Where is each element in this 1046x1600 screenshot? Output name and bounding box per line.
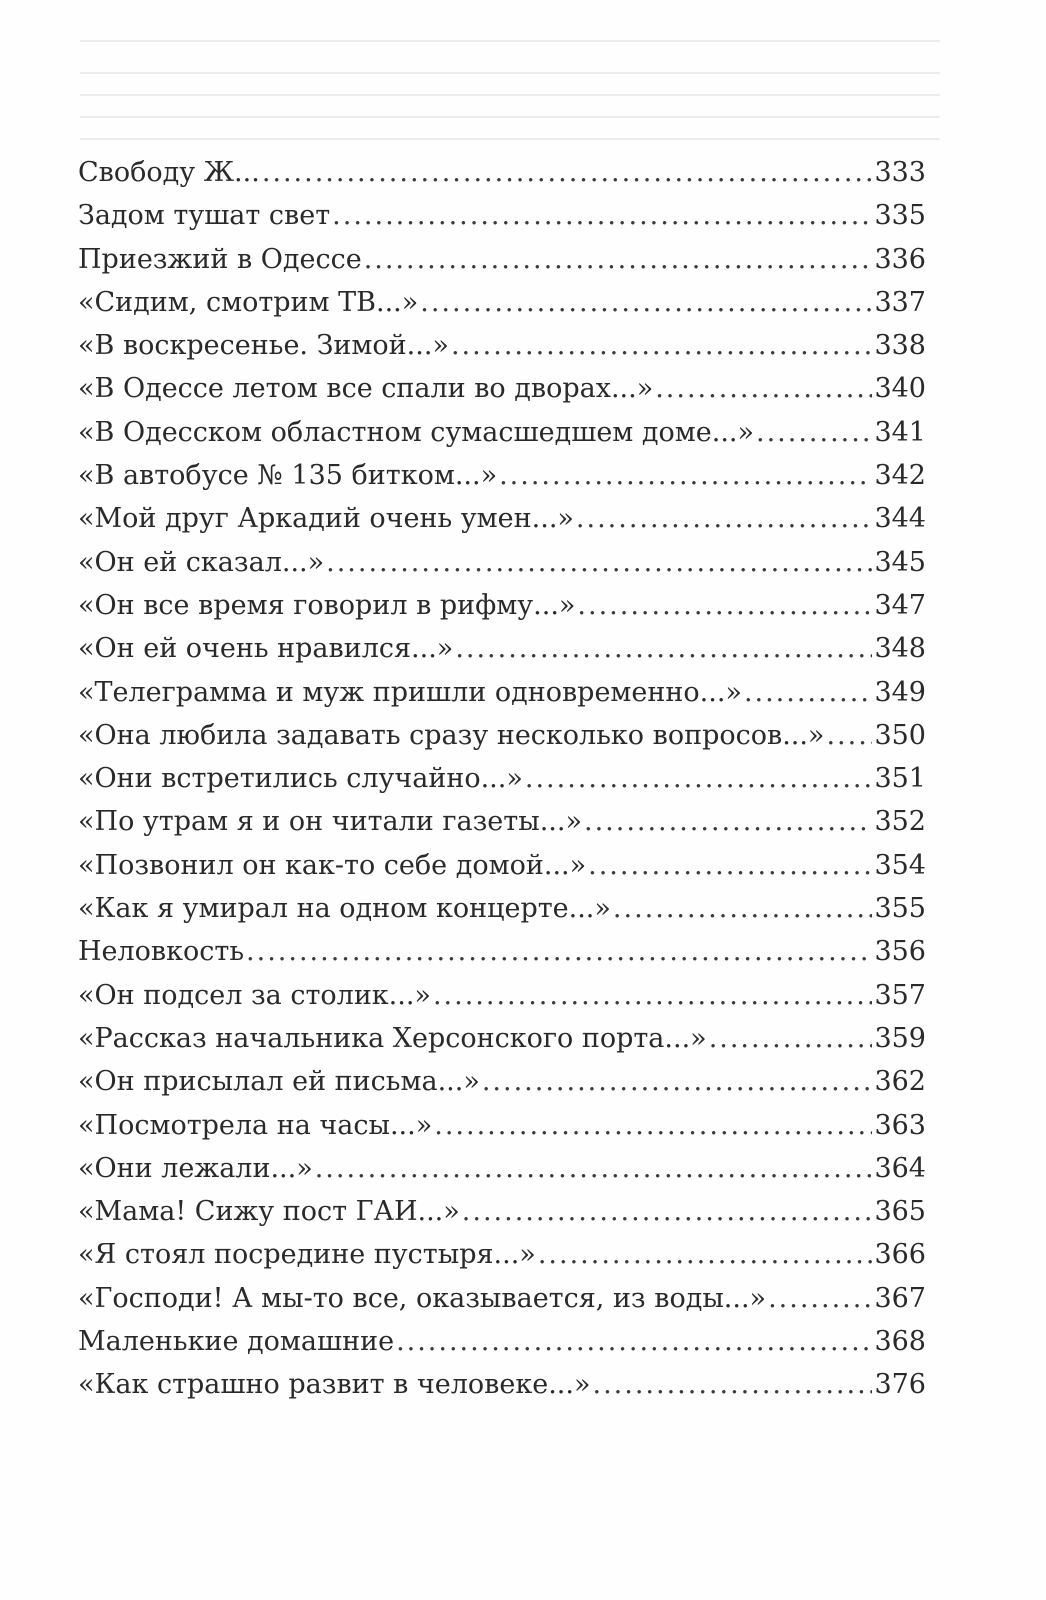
toc-entry-title: «В Одессе летом все спали во дворах...» xyxy=(78,373,654,405)
toc-entry-page: 351 xyxy=(874,763,926,795)
toc-entry-title: «Он ей очень нравился...» xyxy=(78,633,454,665)
toc-entry xyxy=(78,1283,926,1326)
toc-entry-page: 341 xyxy=(874,416,926,448)
toc-entry-title: «Они лежали...» xyxy=(78,1152,313,1184)
dot-leader xyxy=(326,547,872,578)
toc-entry-page: 335 xyxy=(874,200,926,232)
toc-entry-page: 363 xyxy=(874,1109,926,1141)
toc-entry-page: 364 xyxy=(874,1152,926,1184)
toc-entry-title: «По утрам я и он читали газеты...» xyxy=(78,806,582,838)
dot-leader xyxy=(593,1369,873,1400)
toc-entry-title: «Он подсел за столик...» xyxy=(78,979,431,1011)
toc-entry-title: Свободу Ж... xyxy=(78,157,260,188)
dot-leader xyxy=(462,1196,873,1227)
table-of-contents xyxy=(78,157,926,1413)
dot-leader xyxy=(576,503,873,534)
dot-leader xyxy=(613,893,873,924)
dot-leader xyxy=(332,200,872,231)
dot-leader xyxy=(538,1239,873,1270)
toc-entry xyxy=(78,460,926,503)
dot-leader xyxy=(768,1283,872,1314)
toc-entry-page: 337 xyxy=(874,286,926,318)
toc-entry-title: «Позвонил он как-то себе домой...» xyxy=(78,849,587,881)
toc-entry xyxy=(78,893,926,936)
dot-leader xyxy=(433,980,873,1011)
toc-entry-title: «Телеграмма и муж пришли одновременно...» xyxy=(78,676,742,708)
toc-entry xyxy=(78,590,926,633)
toc-entry-title: «Я стоял посредине пустыря...» xyxy=(78,1239,536,1271)
dot-leader xyxy=(756,417,872,448)
toc-entry-page: 359 xyxy=(874,1022,926,1054)
toc-entry-page: 352 xyxy=(874,806,926,838)
bleed-through-line xyxy=(80,94,940,96)
toc-entry-title: «Сидим, смотрим ТВ...» xyxy=(78,286,419,318)
toc-entry xyxy=(78,677,926,720)
dot-leader xyxy=(434,1110,872,1141)
toc-entry-title: Неловкость xyxy=(78,936,245,968)
toc-entry-title: Приезжий в Одессе xyxy=(78,243,362,275)
dot-leader xyxy=(262,157,873,188)
dot-leader xyxy=(420,287,872,318)
toc-entry-page: 350 xyxy=(874,719,926,751)
dot-leader xyxy=(396,1326,872,1357)
dot-leader xyxy=(709,1023,873,1054)
toc-entry xyxy=(78,547,926,590)
dot-leader xyxy=(826,720,872,751)
dot-leader xyxy=(482,1066,873,1097)
toc-entry-page: 356 xyxy=(874,936,926,968)
toc-entry-title: «Он все время говорил в рифму...» xyxy=(78,589,576,621)
toc-entry xyxy=(78,806,926,849)
toc-entry xyxy=(78,1196,926,1239)
toc-entry-title: «Он ей сказал...» xyxy=(78,546,325,578)
bleed-through-line xyxy=(80,138,940,140)
toc-entry xyxy=(78,287,926,330)
toc-entry xyxy=(78,503,926,546)
toc-entry-page: 349 xyxy=(874,676,926,708)
toc-entry xyxy=(78,1326,926,1369)
toc-entry-page: 362 xyxy=(874,1066,926,1098)
toc-entry-title: «В автобусе № 135 битком...» xyxy=(78,460,498,492)
toc-entry-page: 336 xyxy=(874,243,926,275)
toc-entry-title: «Господи! А мы-то все, оказывается, из воды...» xyxy=(78,1282,767,1314)
toc-entry-title: «Рассказ начальника Херсонского порта...» xyxy=(78,1022,707,1054)
toc-entry-title: «Как страшно развит в человеке...» xyxy=(78,1369,591,1401)
bleed-through-line xyxy=(80,40,940,42)
dot-leader xyxy=(588,850,872,881)
toc-entry xyxy=(78,200,926,243)
toc-entry-title: «Она любила задавать сразу несколько вопросов...» xyxy=(78,719,825,751)
toc-entry xyxy=(78,157,926,200)
dot-leader xyxy=(525,763,873,794)
dot-leader xyxy=(584,806,872,837)
toc-entry xyxy=(78,1369,926,1412)
toc-entry xyxy=(78,936,926,979)
toc-entry-title: «В воскресенье. Зимой...» xyxy=(78,330,449,362)
toc-entry xyxy=(78,330,926,373)
dot-leader xyxy=(364,244,873,275)
toc-entry-page: 347 xyxy=(874,589,926,621)
toc-entry xyxy=(78,1153,926,1196)
toc-entry xyxy=(78,850,926,893)
toc-entry-page: 354 xyxy=(874,849,926,881)
toc-entry-title: «Мой друг Аркадий очень умен...» xyxy=(78,503,574,535)
toc-entry xyxy=(78,720,926,763)
dot-leader xyxy=(315,1153,873,1184)
toc-entry-page: 355 xyxy=(874,893,926,925)
toc-entry xyxy=(78,763,926,806)
toc-entry-page: 338 xyxy=(874,330,926,362)
toc-entry xyxy=(78,417,926,460)
dot-leader xyxy=(499,460,872,491)
toc-entry xyxy=(78,633,926,676)
toc-entry-page: 365 xyxy=(874,1196,926,1228)
dot-leader xyxy=(451,330,873,361)
dot-leader xyxy=(246,936,872,967)
toc-entry-page: 340 xyxy=(874,373,926,405)
bleed-through-line xyxy=(80,116,940,118)
toc-entry-title: «В Одесском областном сумасшедшем доме...» xyxy=(78,416,755,448)
toc-entry-title: «Он присылал ей письма...» xyxy=(78,1066,480,1098)
toc-entry-page: 366 xyxy=(874,1239,926,1271)
toc-entry-title: «Они встретились случайно...» xyxy=(78,763,523,795)
toc-entry xyxy=(78,373,926,416)
toc-entry-page: 348 xyxy=(874,633,926,665)
toc-entry-title: «Как я умирал на одном концерте...» xyxy=(78,893,611,925)
toc-entry-page: 368 xyxy=(874,1326,926,1358)
toc-entry-page: 333 xyxy=(874,157,926,188)
toc-entry-page: 367 xyxy=(874,1282,926,1314)
dot-leader xyxy=(577,590,872,621)
toc-entry-title: Маленькие домашние xyxy=(78,1326,395,1358)
toc-entry-title: «Посмотрела на часы...» xyxy=(78,1109,433,1141)
toc-entry xyxy=(78,1023,926,1066)
toc-entry xyxy=(78,1239,926,1282)
toc-entry-page: 376 xyxy=(874,1369,926,1401)
toc-entry xyxy=(78,244,926,287)
toc-entry-title: Задом тушат свет xyxy=(78,200,331,232)
toc-entry-page: 357 xyxy=(874,979,926,1011)
toc-entry-page: 344 xyxy=(874,503,926,535)
toc-entry-title: «Мама! Сижу пост ГАИ...» xyxy=(78,1196,460,1228)
dot-leader xyxy=(655,373,872,404)
bleed-through-line xyxy=(80,72,940,74)
toc-entry xyxy=(78,1110,926,1153)
toc-entry-page: 342 xyxy=(874,460,926,492)
toc-entry-page: 345 xyxy=(874,546,926,578)
toc-entry xyxy=(78,1066,926,1109)
toc-entry xyxy=(78,980,926,1023)
dot-leader xyxy=(455,633,872,664)
dot-leader xyxy=(744,677,873,708)
